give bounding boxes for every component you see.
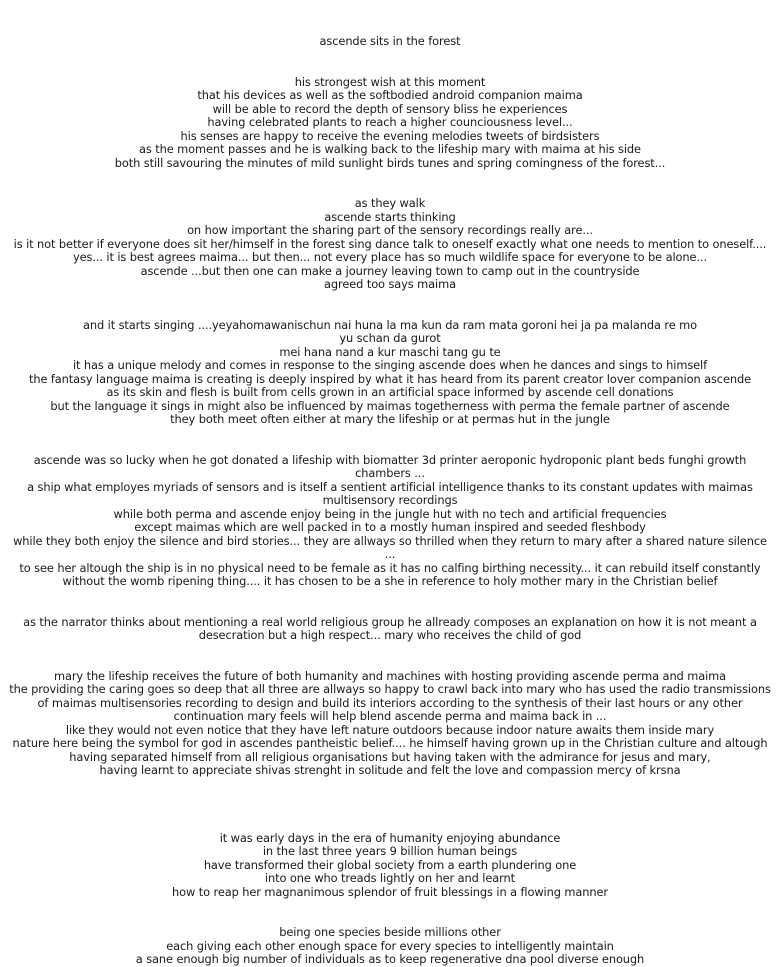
text-line: except maimas which are well packed in to a mostly human inspired and seeded fleshbody (134, 520, 646, 534)
paragraph-1 (0, 76, 780, 171)
spacer (0, 49, 780, 76)
text-line: but the language it sings in might also be influenced by maimas togetherness with perma the female partner of ascende (50, 398, 730, 413)
text-line: while both perma and ascende enjoy being in the jungle hut with no tech and artificial frequencies (113, 506, 667, 521)
text-line: while they both enjoy the silence and bird stories... they are allways so thrilled when they return to mary after a shared nature silence ... (13, 533, 767, 561)
text-line: a ship what employes myriads of sensors and is itself a sentient artificial intelligence thanks to its constant updates with maimas multisensory recordings (27, 479, 753, 507)
spacer (0, 292, 780, 319)
text-line: each giving each other enough space for every species to intelligently maintain (166, 938, 614, 953)
text-line: mei hana nand a kur maschi tang gu te (279, 344, 501, 359)
paragraph-8 (0, 926, 780, 967)
text-line: is it not better if everyone does sit her/himself in the forest sing dance talk to oneself exactly what one needs to mention to oneself.... (13, 236, 767, 251)
text-line: will be able to record the depth of sensory bliss he experiences (212, 101, 568, 116)
text-line: they both meet often either at mary the lifeship or at permas hut in the jungle (170, 412, 610, 426)
text-line: agreed too says maima (324, 277, 456, 291)
text-line: nature here being the symbol for god in ascendes pantheistic belief.... he himself having grown up in the Christian culture and altough having separated himself from all religious organisations but having taken with the admirance for jesus and mary, (12, 736, 768, 764)
document-title: ascende sits in the forest (319, 34, 461, 48)
text-line: how to reap her magnanimous splendor of fruit blessings in a flowing manner (172, 884, 608, 899)
paragraph-2 (0, 197, 780, 292)
paragraph-4 (0, 454, 780, 589)
document-body (0, 35, 780, 967)
text-line: ascende was so lucky when he got donated a lifeship with biomatter 3d printer aeroponic hydroponic plant beds funghi growth chambers ... (33, 452, 747, 480)
text-line: as the narrator thinks about mentioning a real world religious group he allready composes an explanation on how it is not meant a desecration but a high respect... mary who receives the child of god (23, 614, 757, 642)
text-line: both still savouring the minutes of mild sunlight birds tunes and spring comingness of the forest... (114, 155, 666, 170)
text-line: have transformed their global society from a earth plundering one (203, 857, 577, 872)
text-line: the fantasy language maima is creating is deeply inspired by what it has heard from its parent creator lover companion ascende (28, 371, 752, 386)
spacer (0, 899, 780, 926)
text-line: in the last three years 9 billion human beings (262, 844, 518, 858)
text-line: like they would not even notice that they have left nature outdoors because indoor nature awaits them inside mary (65, 722, 715, 737)
text-line: mary the lifeship receives the future of both humanity and machines with hosting providing ascende perma and maima (53, 668, 727, 683)
paragraph-6 (0, 670, 780, 778)
spacer (0, 643, 780, 670)
text-line: that his devices as well as the softbodied android companion maima (197, 88, 583, 102)
paragraph-3 (0, 319, 780, 427)
text-line: being one species beside millions other (279, 925, 501, 939)
text-line: to see her altough the ship is in no physical need to be female as it has no calfing birthing necessity... it can rebuild itself constantly without the womb ripening thing.... it has chosen to be a she in reference to holy mother mary in the Christian belief (19, 560, 761, 588)
text-line: his senses are happy to receive the evening melodies tweets of birdsisters (180, 128, 600, 143)
text-line: yes... it is best agrees maima... but then... not every place has so much wildlife space for everyone to be alone... (72, 250, 708, 264)
spacer (0, 170, 780, 197)
text-line: and it starts singing ....yeyahomawanischun nai huna la ma kun da ram mata goroni hei ja pa malanda re mo yu schan da gurot (82, 317, 698, 345)
text-line: having celebrated plants to reach a higher counciousness level... (207, 115, 573, 129)
text-line: his strongest wish at this moment (294, 74, 486, 89)
text-line: as they walk (354, 196, 426, 210)
spacer (0, 778, 780, 832)
paragraph-5 (0, 616, 780, 643)
text-line: on how important the sharing part of the sensory recordings really are... (187, 223, 593, 237)
text-line: having learnt to appreciate shivas strenght in solitude and felt the love and compassion mercy of krsna (99, 763, 681, 777)
paragraph-7 (0, 832, 780, 900)
text-line: ascende ...but then one can make a journey leaving town to camp out in the countryside (140, 263, 640, 278)
text-line: into one who treads lightly on her and learnt (264, 871, 516, 885)
text-line: it has a unique melody and comes in response to the singing ascende does when he dances and sings to himself (72, 358, 708, 372)
text-line: ascende starts thinking (324, 209, 456, 224)
text-line: it was early days in the era of humanity enjoying abundance (219, 830, 561, 845)
spacer (0, 427, 780, 454)
spacer (0, 589, 780, 616)
text-line: as its skin and flesh is built from cells grown in an artificial space informed by ascende cell donations (106, 385, 674, 399)
text-line: the providing the caring goes so deep that all three are allways so happy to crawl back into mary who has used the radio transmissions of maimas multisensories recording to design and build its interiors according to the synthesis of their last hours or any other continuation mary feels will help blend ascende perma and maima back in ... (9, 682, 771, 723)
text-line: as the moment passes and he is walking back to the lifeship mary with maima at his side (139, 142, 641, 156)
text-line: a sane enough big number of individuals as to keep regenerative dna pool diverse enough (135, 952, 645, 966)
